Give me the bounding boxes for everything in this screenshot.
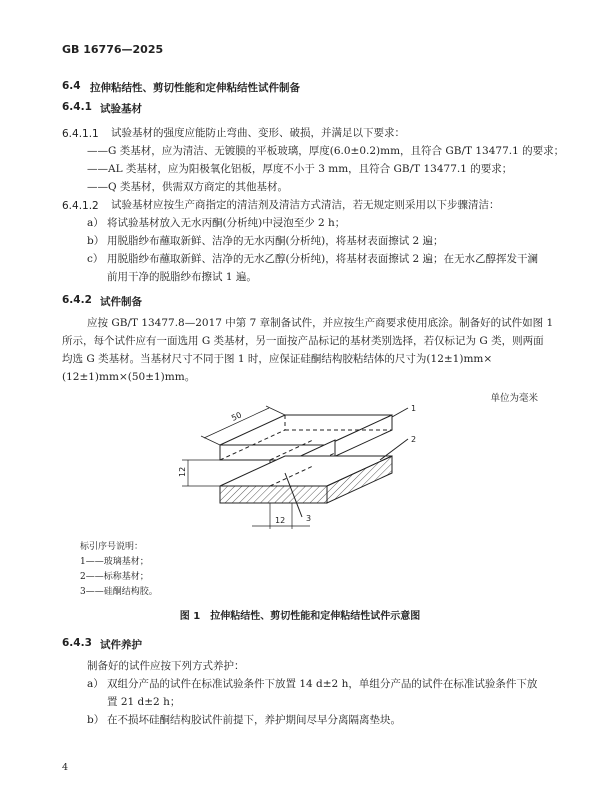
dim-length-50: 50	[230, 410, 244, 423]
section-6-4-number: 6.4	[62, 80, 81, 92]
nominal-substrate-front-face	[220, 486, 327, 503]
dim-height-12: 12	[178, 466, 187, 477]
callout-1: 1	[411, 405, 417, 413]
page-number: 4	[62, 762, 69, 773]
section-6-4-2-title: 试件制备	[100, 296, 142, 308]
list-item: 在不损坏硅酮结构胶试件前提下，养护期间尽早分离隔离垫块。	[107, 714, 401, 726]
dim-width-12: 12	[275, 516, 286, 525]
list-item-label: a）	[87, 217, 104, 229]
paragraph-line: 均选 G 类基材。当基材尺寸不同于图 1 时，应保证硅酮结构胶粘结体的尺寸为(12±1)mm×	[62, 353, 493, 365]
list-item: ——Q 类基材，供需双方商定的其他基材。	[87, 181, 288, 193]
unit-note: 单位为毫米	[490, 393, 538, 404]
section-6-4-title: 拉伸粘结性、剪切性能和定伸粘结性试件制备	[90, 82, 300, 94]
list-item-label: b）	[87, 235, 105, 247]
legend-item: 2——标称基材；	[80, 572, 149, 582]
list-item: 双组分产品的试件在标准试验条件下放置 14 d±2 h，单组分产品的试件在标准试验条件下放	[107, 678, 538, 690]
legend-title: 标引序号说明：	[80, 542, 144, 552]
section-6-4-2-number: 6.4.2	[62, 294, 92, 306]
list-item-label: a）	[87, 678, 104, 690]
list-item: 将试验基材放入无水丙酮(分析纯)中浸泡至少 2 h；	[107, 217, 346, 229]
callout-2: 2	[411, 435, 417, 444]
paragraph-line: (12±1)mm×(50±1)mm。	[62, 371, 196, 383]
section-6-4-1-1-intro: 试验基材的强度应能防止弯曲、变形、破损，并满足以下要求：	[111, 127, 405, 139]
section-6-4-3-title: 试件养护	[100, 639, 142, 651]
callout-3: 3	[306, 514, 312, 523]
list-item: 前用干净的脱脂纱布擦试 1 遍。	[107, 271, 257, 283]
section-6-4-1-title: 试验基材	[100, 103, 142, 115]
legend-item: 1——玻璃基材；	[80, 557, 149, 567]
paragraph-line: 所示，每个试件应有一面选用 G 类基材，另一面按产品标记的基材类别选择，若仅标记为 G 类，则两面	[62, 335, 544, 347]
section-6-4-3-intro: 制备好的试件应按下列方式养护：	[87, 660, 245, 672]
paragraph-line: 应按 GB/T 13477.8—2017 中第 7 章制备试件，并应按生产商要求使用底涂。制备好的试件如图 1	[87, 317, 554, 329]
legend-item: 3——硅酮结构胶。	[80, 587, 158, 597]
figure-caption: 图 1 拉伸粘结性、剪切性能和定伸粘结性试件示意图	[179, 611, 421, 622]
section-6-4-1-2-intro: 试验基材应按生产商指定的清洁剂及清洁方式清洁，若无规定则采用以下步骤清洁：	[111, 199, 500, 211]
list-item: 用脱脂纱布蘸取新鲜、洁净的无水乙醇(分析纯)，将基材表面擦试 2 遍；在无水乙醇挥发干澜	[107, 253, 539, 265]
section-6-4-1-2-number: 6.4.1.2	[62, 200, 99, 212]
list-item-label: c）	[87, 253, 104, 265]
standard-number: GB 16776—2025	[62, 43, 164, 56]
list-item-label: b）	[87, 714, 105, 726]
section-6-4-3-number: 6.4.3	[62, 637, 92, 649]
section-6-4-1-1-number: 6.4.1.1	[62, 128, 99, 140]
list-item: ——G 类基材，应为清洁、无镀膜的平板玻璃，厚度(6.0±0.2)mm，且符合 GB/T 13477.1 的要求；	[87, 145, 565, 157]
specimen-diagram	[160, 405, 460, 535]
list-item: 置 21 d±2 h；	[107, 696, 181, 708]
section-6-4-1-number: 6.4.1	[62, 101, 92, 113]
list-item: 用脱脂纱布蘸取新鲜、洁净的无水丙酮(分析纯)，将基材表面擦试 2 遍；	[107, 235, 444, 247]
list-item: ——AL 类基材，应为阳极氧化铝板，厚度不小于 3 mm，且符合 GB/T 13477.1 的要求；	[87, 163, 513, 175]
